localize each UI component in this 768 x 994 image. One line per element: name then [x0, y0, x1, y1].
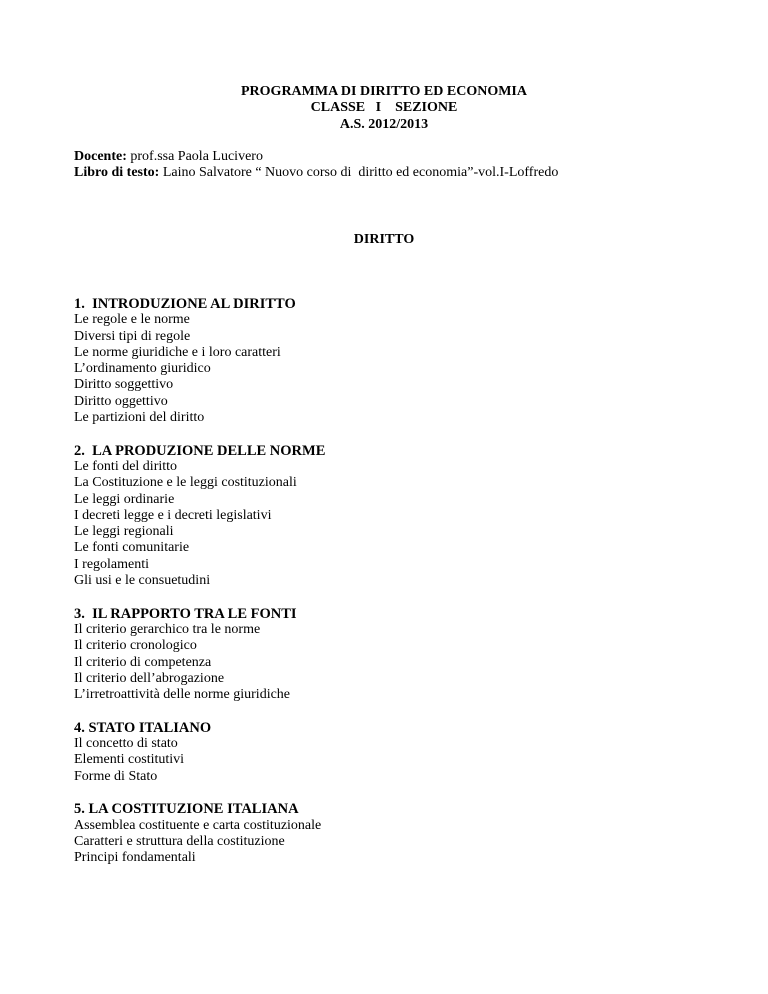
topic-list [74, 296, 724, 883]
topic-item: Il criterio gerarchico tra le norme [74, 621, 261, 637]
topic-section [74, 606, 724, 704]
topic-item: I decreti legge e i decreti legislativi [74, 507, 272, 523]
topic-item: Assemblea costituente e carta costituzionale [74, 817, 322, 833]
teacher-line [74, 149, 724, 165]
topic-title: 5. LA COSTITUZIONE ITALIANA [74, 801, 299, 818]
topic-item: Diritto oggettivo [74, 393, 168, 409]
topic-item: Diversi tipi di regole [74, 328, 191, 344]
section-heading: DIRITTO [353, 232, 415, 247]
topic-title: 1. INTRODUZIONE AL DIRITTO [74, 296, 296, 312]
topic-item: Elementi costitutivi [74, 752, 185, 768]
topic-section [74, 801, 724, 866]
topic-item: Il criterio dell’abrogazione [74, 670, 225, 686]
header-class: CLASSE I SEZIONE [310, 100, 458, 116]
topic-item: L’ordinamento giuridico [74, 361, 211, 377]
topic-item: Il criterio cronologico [74, 638, 197, 654]
teacher-value: prof.ssa Paola Lucivero [126, 149, 263, 164]
document-header [0, 84, 768, 133]
topic-item: Le fonti comunitarie [74, 540, 190, 556]
topic-item: Le regole e le norme [74, 312, 190, 328]
topic-section [74, 720, 724, 785]
topic-section [74, 443, 724, 590]
topic-title: 3. IL RAPPORTO TRA LE FONTI [74, 605, 297, 622]
textbook-value: Laino Salvatore “ Nuovo corso di diritto ed economia”-vol.I-Loffredo [159, 165, 559, 181]
topic-item: Il criterio di competenza [74, 654, 212, 670]
header-school-year: A.S. 2012/2013 [339, 116, 429, 132]
textbook-label: Libro di testo: [74, 165, 160, 181]
header-title: PROGRAMMA DI DIRITTO ED ECONOMIA [241, 84, 527, 99]
topic-item: Il concetto di stato [74, 736, 178, 752]
topic-item: Le leggi ordinarie [74, 491, 175, 507]
topic-item: Principi fondamentali [74, 850, 196, 866]
document-meta [74, 149, 724, 182]
topic-item: Le fonti del diritto [74, 458, 178, 474]
topic-item: I regolamenti [74, 556, 150, 572]
topic-item: Diritto soggettivo [74, 377, 174, 393]
topic-item: Forme di Stato [74, 768, 158, 784]
topic-item: La Costituzione e le leggi costituzionali [74, 475, 297, 491]
topic-title: 4. STATO ITALIANO [74, 719, 212, 736]
topic-item: Gli usi e le consuetudini [74, 573, 211, 589]
textbook-line [74, 165, 724, 181]
topic-item: Le leggi regionali [74, 524, 174, 540]
topic-title: 2. LA PRODUZIONE DELLE NORME [74, 442, 326, 459]
topic-item: Le partizioni del diritto [74, 410, 205, 426]
teacher-label: Docente: [74, 149, 127, 164]
topic-item: L’irretroattività delle norme giuridiche [74, 687, 291, 703]
topic-item: Caratteri e struttura della costituzione [74, 833, 285, 849]
topic-item: Le norme giuridiche e i loro caratteri [74, 344, 281, 360]
topic-section [74, 296, 724, 426]
